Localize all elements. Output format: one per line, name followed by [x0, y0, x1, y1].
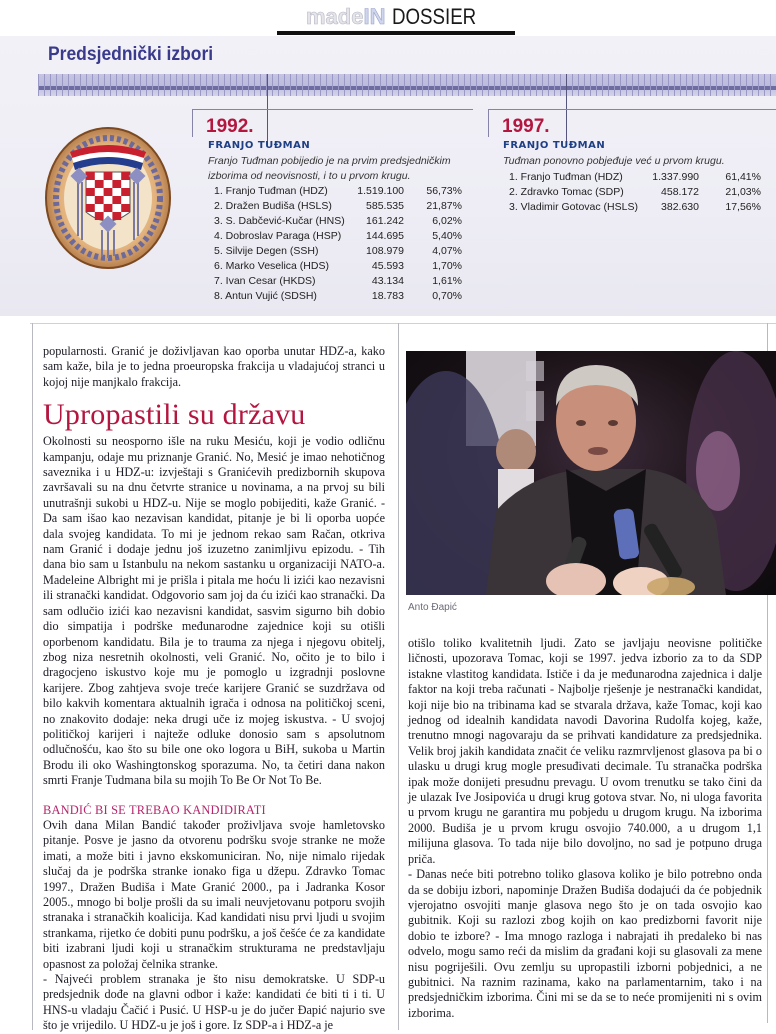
candidate-name: 3. S. Dabčević-Kučar (HNS): [214, 215, 345, 227]
candidate-percentage: 1,70%: [432, 260, 462, 272]
candidate-name: 7. Ivan Cesar (HKDS): [214, 275, 316, 287]
candidate-name: 2. Zdravko Tomac (SDP): [509, 186, 624, 198]
result-row: [214, 259, 464, 274]
box-left-rule-1997: [488, 109, 489, 137]
candidate-name: 4. Dobroslav Paraga (HSP): [214, 230, 342, 242]
elections-panel: [0, 36, 776, 316]
summary-line: izborima od neovisnosti, i to u prvom krugu.: [208, 170, 411, 182]
result-row: [214, 274, 464, 289]
candidate-votes: 144.695: [366, 230, 404, 242]
photo-caption: Anto Đapić: [408, 602, 457, 613]
candidate-name: 8. Antun Vujić (SDSH): [214, 290, 317, 302]
candidate-name: 1. Franjo Tuđman (HDZ): [214, 185, 328, 197]
candidate-percentage: 17,56%: [725, 201, 761, 213]
article-paragraph: Okolnosti su neosporno išle na ruku Mesiću, koji je vodio odličnu kampanju, odaje mu priznanje Granić. No, Mesić je imao nehotičnog saveznika i u HDZ-u: izvještaji s Granićevih predizbornih skupova završavali su na dnu četvrte stranice u novinama, a na prvoj su bili unutrašnji sukobi u HDZ-u. Nije se moglo pobijediti, kaže Granić. - Da sam išao kao nezavisan kandidat, pitanje je bi li oporba uopće dala svojeg kandidata. To mi je jednom rekao sam Račan, otkriva nam Granić i dodaje jednu još izuzetno zanimljivu epizodu. - Tih dana bio sam u Istanbulu na nekom sastanku u organizaciji NATO-a. Madeleine Albright mi je prišla i pitala me hoću li izići kao nezavisni ili stranački kandidat. Odgovorio sam joj da ću izići kao stranački. Da sam odlučio izići kao nezavisni kandidat, sasvim sigurno bih dobio dio simpatija i podrške međunarodne zajednice koji su otišli oporbenom kandidatu. Bila je to trauma za njega i njegovu obitelj, zbog niza nesretnih okolnosti, veli Granić. No, očito je to bilo i dragocjeno iskustvo koje mu je pomoglo u izgradnji poslovne karijere. Zbog zahtjeva svoje treće karijere Granić se suzdržava od bilo kakvih komentara aktualnih igrača i odnosa na političkoj sceni, no znakovito dodaje: neka drugi uče iz mojeg iskustva. - U svojoj političkoj karijeri i najteže odluke donosio sam s apsolutnom odlučnošću, kao što su bile one oko logora u BiH, sukoba u Martin Brodu ili oko Washingtonskog sporazuma. No, ta četiri dana nakon smrti Franje Tudmana bila su mojih To Be Or Not To Be.: [43, 434, 385, 788]
election-summary-1997: [503, 154, 725, 169]
article-paragraph: Ovih dana Milan Bandić također proživljava svoje hamletovsko pitanje. Posve je jasno da otvorenu podršku svoje stranke ne može imati, a može biti i javno ekskomuniciran. No, nije nimalo rijedak slučaj da je podrška stranke ionako figa u džepu. Zdravko Tomac 1997., Dražen Budiša i Mate Granić 2000., pa i Jadranka Kosor 2005., mnogo bi bolje prošli da su imali neuvjetovanu potporu svojih stranaka i stranačkih koalicija. Kad kandidati nisu prvi ljudi u svojim strankama, rijetko će dobiti punu podršku, a još češće će za kandidate biti izabrani ljudi koji u stranačkim strukturama ne predstavljaju opasnost za položaj čelnika stranke.: [43, 817, 385, 971]
article-paragraph: - Najveći problem stranaka je što nisu demokratske. U SDP-u predsjednik dođe na glavni odbor i kaže: kandidati će biti ti i ti. U HNS-u vladaju Čačić i Pusić. U HSP-u je do jučer Đapić najurio sve što je vrijedilo. U HDZ-u je još i gore. Iz SDP-a i HDZ-a je: [43, 972, 385, 1033]
election-year-1992: 1992.: [206, 116, 254, 137]
section-title: DOSSIER: [391, 4, 476, 29]
article-intro: popularnosti. Granić je doživljavan kao oporba unutar HDZ-a, kako sam kaže, bila je to jedna proeuropska frakcija u vladajućoj stranci u kojoj nije manjkalo frakcija.: [43, 344, 385, 389]
candidate-votes: 161.242: [366, 215, 404, 227]
article-column-left: [43, 344, 385, 1034]
masthead-rule: [277, 31, 515, 35]
article-photo: [406, 351, 776, 595]
candidate-percentage: 6,02%: [432, 215, 462, 227]
result-row: [214, 184, 464, 199]
article-subhead: BANDIĆ BI SE TREBAO KANDIDIRATI: [43, 802, 266, 817]
left-margin-rule: [32, 323, 33, 1030]
summary-line: Tuđman ponovno pobjeđuje već u prvom krugu.: [503, 155, 725, 167]
result-row: [509, 200, 761, 215]
column-divider: [398, 323, 399, 1030]
box-top-rule-1997: [488, 109, 776, 110]
candidate-percentage: 21,87%: [426, 200, 462, 212]
candidate-votes: 108.979: [366, 245, 404, 257]
photo-portrait: [406, 351, 776, 595]
masthead: [0, 0, 776, 34]
article-paragraph: - Danas neće biti potrebno toliko glasova koliko je bilo potrebno onda da se dobiju izbori, napominje Dražen Budiša dodajući da će pobjednik vjerojatno osvojiti manje glasova nego što je on tada osvojio kao gubitnik. Koji su razlozi zbog kojih on kao predizborni favorit nije dobio te izbore? - Ima mnogo razloga i nabrajati ih predaleko bi nas odvelo, mogu samo reći da mislim da građani koji su glasovali za mene nisu pogriješili. Ovu zemlju su upropastili izborni pobjednici, a ne gubitnici. Na raznim razinama, kako na parlamentarnim, tako i na predsjedničkim izborima. Čini mi se da se to neće promijeniti ni s ovim izborima.: [408, 867, 762, 1020]
candidate-votes: 585.535: [366, 200, 404, 212]
article-top-rule: [30, 323, 776, 324]
candidate-name: 1. Franjo Tuđman (HDZ): [509, 171, 623, 183]
result-row: [214, 244, 464, 259]
result-row: [214, 229, 464, 244]
article-column-right: [408, 636, 762, 1021]
election-winner-1997: FRANJO TUĐMAN: [503, 140, 606, 151]
result-row: [214, 214, 464, 229]
brand-in: IN: [363, 4, 386, 29]
result-row: [214, 289, 464, 304]
candidate-percentage: 56,73%: [426, 185, 462, 197]
article-paragraph: otišlo toliko kvalitetnih ljudi. Zato se javljaju neovisne političke ličnosti, upozorava Tomac, koji se 1997. jedva izborio za to da SDP istakne vlastitog kandidata. Ističe i da je međunarodna zajednica i dalje faktor na koji treba računati - Najbolje rješenje je nestranački kandidat, koji nije bio na tribinama kad se stvarala država, kaže Tomac, koji kao jednog od idealnih kandidata navodi Davorina Rudolfa kojeg, kaže, trenutno mnogi nagovaraju da se prihvati kandidature za predsjednika. Velik broj jakih kandidata značit će veliku razmrvljenost glasova pa bi o ulasku u drugi krug mogle presuđivati decimale. Tu stranačka podrška ipak može donijeti presudnu prevagu. U ovom trenutku se tako čini da je ulazak Ive Josipovića u drugi krug gotova stvar. No, ni uloga favorita u prvom krugu ne garantira mu pobjedu u drugom krugu. Na izborima 2000. Budiša je u prvom krugu osvojio 740.000, a u drugom 1,1 milijuna glasova. To tada nije bilo dovoljno, no sad je potpuno druga priča.: [408, 636, 762, 866]
article-headline: Upropastili su državu: [43, 398, 306, 432]
panel-title: Predsjednički izbori: [48, 44, 214, 65]
election-summary-1992: [208, 154, 451, 184]
candidate-percentage: 5,40%: [432, 230, 462, 242]
candidate-percentage: 4,07%: [432, 245, 462, 257]
candidate-name: 2. Dražen Budiša (HSLS): [214, 200, 332, 212]
candidate-name: 6. Marko Veselica (HDS): [214, 260, 329, 272]
candidate-percentage: 21,03%: [725, 186, 761, 198]
result-row: [509, 185, 761, 200]
brand-logo: [306, 4, 491, 30]
box-top-rule-1992: [192, 109, 473, 110]
candidate-name: 5. Silvije Degen (SSH): [214, 245, 319, 257]
candidate-percentage: 1,61%: [432, 275, 462, 287]
election-year-1997: 1997.: [502, 116, 550, 137]
croatian-coat-of-arms-icon: [42, 120, 174, 272]
result-row: [509, 170, 761, 185]
checkerboard-shield: [86, 172, 130, 221]
brand-made: made: [306, 4, 364, 29]
candidate-votes: 382.630: [661, 201, 699, 213]
candidate-votes: 458.172: [661, 186, 699, 198]
candidate-name: 3. Vladimir Gotovac (HSLS): [509, 201, 638, 213]
results-table-1997: [509, 170, 761, 215]
candidate-votes: 43.134: [371, 275, 404, 287]
results-table-1992: [214, 184, 464, 304]
candidate-votes: 1.519.100: [357, 185, 404, 197]
result-row: [214, 199, 464, 214]
candidate-votes: 45.593: [371, 260, 404, 272]
election-winner-1992: FRANJO TUĐMAN: [208, 140, 311, 151]
candidate-votes: 1.337.990: [652, 171, 699, 183]
timeline-ruler: [38, 74, 776, 96]
candidate-percentage: 61,41%: [725, 171, 761, 183]
box-left-rule-1992: [192, 109, 193, 137]
candidate-votes: 18.783: [371, 290, 404, 302]
summary-line: Franjo Tuđman pobijedio je na prvim predsjedničkim: [208, 155, 451, 167]
candidate-percentage: 0,70%: [432, 290, 462, 302]
